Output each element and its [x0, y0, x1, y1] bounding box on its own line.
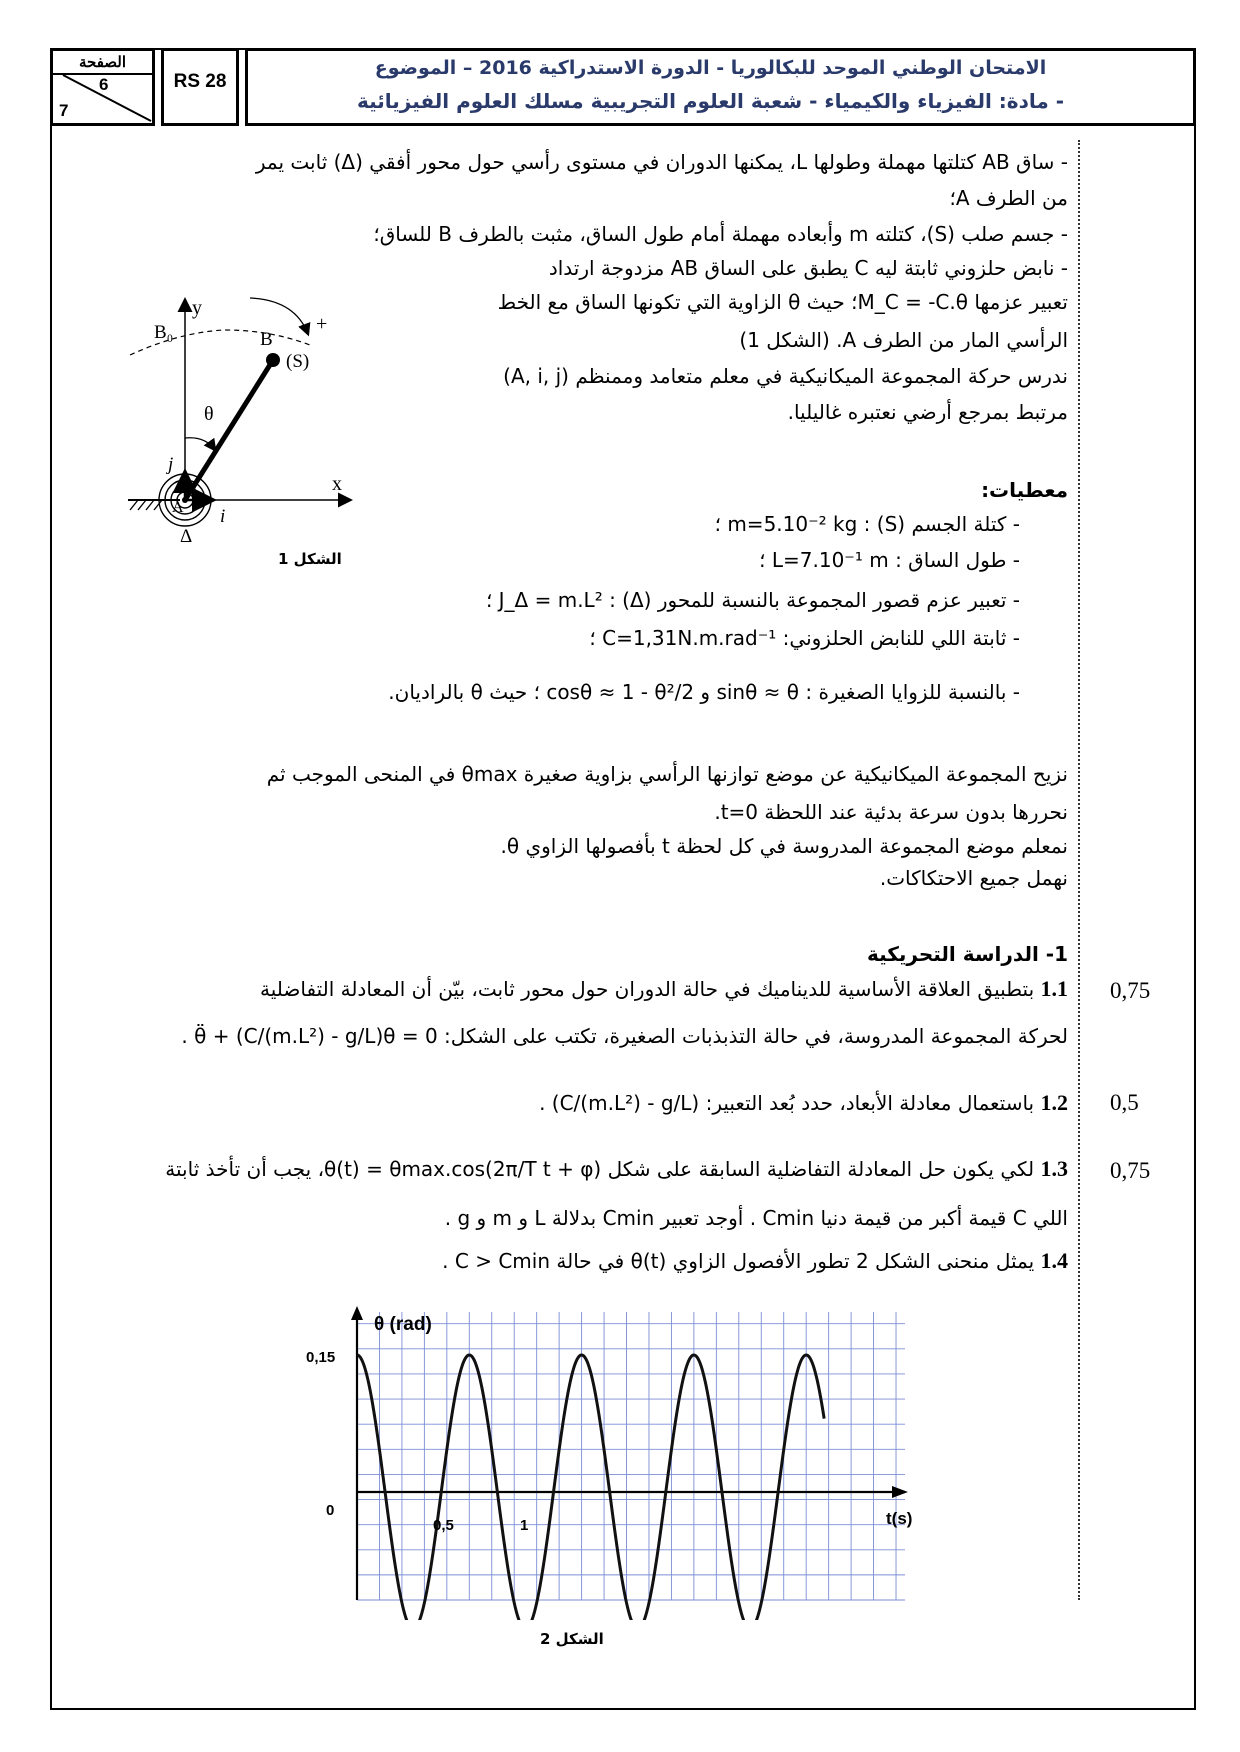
- intro-line-3: - جسم صلب (S)، كتلته m وأبعاده مهملة أمام طول الساق، مثبت بالطرف B للساق؛: [373, 222, 1068, 246]
- question-1-1-text: بتطبيق العلاقة الأساسية للديناميك في حالة الدوران حول محور ثابت، بيّن أن المعادلة التفاضلية: [260, 977, 1035, 1001]
- exam-title-box: [245, 48, 1196, 126]
- intro-line-1: - ساق AB كتلتها مهملة وطولها L، يمكنها الدوران في مستوى رأسي حول محور أفقي (Δ) ثابت يمر: [255, 150, 1068, 174]
- label-b: B: [260, 329, 273, 350]
- page-total: 7: [59, 101, 69, 120]
- chart-y-axis-arrow: [351, 1306, 363, 1320]
- exam-code: RS 28: [173, 71, 227, 92]
- label-b0: B₀: [154, 322, 174, 343]
- figure-2-caption: الشكل 2: [540, 1630, 604, 1648]
- label-a: A: [172, 499, 184, 516]
- chart-x-label: t(s): [886, 1509, 913, 1528]
- chart-grid: [357, 1312, 905, 1600]
- label-s: (S): [286, 351, 310, 372]
- setup-line-2: نحررها بدون سرعة بدئية عند اللحظة t=0.: [714, 800, 1068, 824]
- given-mass: - كتلة الجسم (S) : m=5.10⁻² kg ؛: [714, 512, 1020, 536]
- page-number-box: [50, 48, 155, 126]
- figure-1-pendulum: [120, 290, 380, 570]
- setup-line-4: نهمل جميع الاحتكاكات.: [879, 866, 1068, 890]
- label-y: y: [192, 297, 202, 319]
- setup-line-1: نزيح المجموعة الميكانيكية عن موضع توازنها الرأسي بزاوية صغيرة θmax في المنحى الموجب ثم: [266, 762, 1068, 786]
- question-1-4-number: 1.4: [1040, 1248, 1068, 1273]
- question-1-3-number: 1.3: [1040, 1156, 1068, 1181]
- chart-y-label: θ (rad): [374, 1314, 432, 1335]
- intro-line-2: من الطرف A؛: [949, 186, 1068, 210]
- intro-line-4: - نابض حلزوني ثابتة ليه C يطبق على الساق AB مزدوجة ارتداد: [548, 256, 1068, 280]
- question-1-2-text: باستعمال معادلة الأبعاد، حدد بُعد التعبير: (C/(m.L²) - g/L) .: [539, 1091, 1035, 1115]
- given-torsion-constant: - ثابتة اللي للنابض الحلزوني: C=1,31N.m.rad⁻¹ ؛: [589, 626, 1020, 650]
- page-label: الصفحة: [78, 54, 127, 71]
- question-1-2: [539, 1090, 1068, 1116]
- positive-direction-arrow: [250, 298, 308, 334]
- exam-title-line2: - مادة: الفيزياء والكيمياء - شعبة العلوم التجريبية مسلك العلوم الفيزيائية: [356, 89, 1065, 113]
- given-small-angles: - بالنسبة للزوايا الصغيرة : sinθ ≈ θ و cosθ ≈ 1 - θ²/2 ؛ حيث θ بالراديان.: [388, 680, 1020, 704]
- chart-series-line: [357, 1355, 824, 1620]
- question-1-1: [260, 976, 1068, 1002]
- chart-y-tick-1: 0: [326, 1502, 335, 1519]
- label-j: j: [168, 454, 174, 475]
- question-1-2-score: 0,5: [1110, 1090, 1139, 1115]
- given-heading: معطيات:: [981, 478, 1068, 502]
- header: [50, 48, 1196, 126]
- intro-line-5: تعبير عزمها M_C = -C.θ؛ حيث θ الزاوية التي تكونها الساق مع الخط: [497, 290, 1068, 314]
- label-theta: θ: [204, 403, 214, 425]
- question-1-1-score: 0,75: [1110, 978, 1151, 1003]
- setup-line-3: نمعلم موضع المجموعة المدروسة في كل لحظة t بأفصولها الزاوي θ.: [500, 834, 1068, 858]
- score-column-divider: [1078, 140, 1080, 1600]
- chart-x-axis-arrow: [892, 1486, 908, 1498]
- intro-line-7: ندرس حركة المجموعة الميكانيكية في معلم متعامد وممنظم (A, i, j): [503, 364, 1068, 388]
- label-i: i: [220, 506, 226, 527]
- chart-x-tick-1: 1: [520, 1517, 529, 1534]
- theta-arc: [185, 438, 215, 450]
- question-1-3-score: 0,75: [1110, 1158, 1151, 1183]
- intro-line-6: الرأسي المار من الطرف A. (الشكل 1): [739, 328, 1068, 352]
- given-inertia: - تعبير عزم قصور المجموعة بالنسبة للمحور (Δ) : J_Δ = m.L² ؛: [485, 588, 1020, 612]
- section-1-title: 1- الدراسة التحريكية: [866, 942, 1068, 966]
- intro-line-8: مرتبط بمرجع أرضي نعتبره غاليليا.: [787, 400, 1068, 424]
- label-plus: +: [316, 313, 328, 335]
- question-1-3-text: لكي يكون حل المعادلة التفاضلية السابقة على شكل θ(t) = θmax.cos(2π/T t + φ)، يجب أن تأخذ ثابتة: [165, 1157, 1035, 1181]
- figure-2-chart: [300, 1300, 940, 1620]
- exam-code-box: [161, 48, 239, 126]
- question-1-2-number: 1.2: [1040, 1090, 1068, 1115]
- question-1-3: [165, 1156, 1068, 1182]
- label-delta: Δ: [180, 526, 193, 547]
- question-1-4: [442, 1248, 1068, 1274]
- rod-ab: [185, 360, 273, 500]
- chart-y-tick-0: 0,15: [306, 1349, 336, 1366]
- question-1-1-equation: لحركة المجموعة المدروسة، في حالة التذبذبات الصغيرة، تكتب على الشكل: θ̈ + (C/(m.L²) - g/L)θ = 0 .: [181, 1024, 1068, 1048]
- label-x: x: [332, 473, 342, 495]
- ground-hatching: [130, 500, 162, 510]
- chart-x-tick-0: 0,5: [433, 1517, 454, 1534]
- given-length: - طول الساق : L=7.10⁻¹ m ؛: [759, 548, 1020, 572]
- question-1-4-text: يمثل منحنى الشكل 2 تطور الأفصول الزاوي θ(t) في حالة C > Cmin .: [442, 1249, 1035, 1273]
- solid-body-s: [266, 353, 280, 367]
- question-1-3-continued: اللي C قيمة أكبر من قيمة دنيا Cmin . أوجد تعبير Cmin بدلالة L و m و g .: [444, 1206, 1068, 1230]
- exam-title-line1: الامتحان الوطني الموحد للبكالوريا - الدورة الاستدراكية 2016 – الموضوع: [374, 57, 1047, 79]
- figure-1-caption: الشكل 1: [278, 550, 342, 568]
- page-current: 6: [99, 75, 109, 94]
- question-1-1-number: 1.1: [1040, 976, 1068, 1001]
